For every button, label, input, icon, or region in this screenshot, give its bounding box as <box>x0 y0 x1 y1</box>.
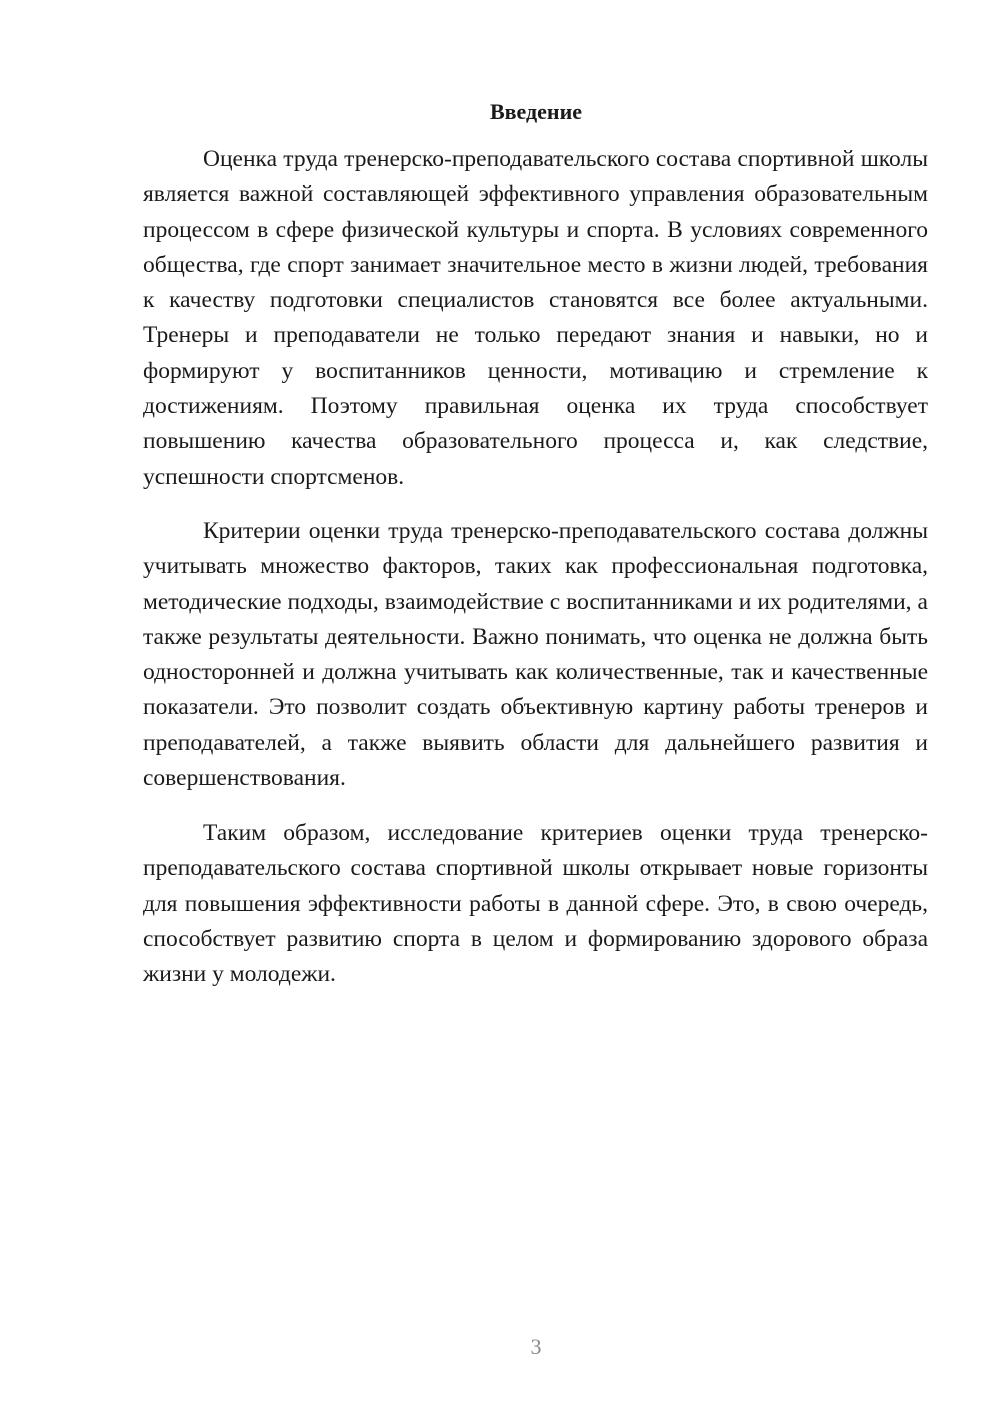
page-title: Введение <box>489 99 583 124</box>
page-number: 3 <box>530 1334 542 1359</box>
paragraph-conclusion: Таким образом, исследование критериев оценки труда тренерско-преподавательского состава спортивной школы открывает новые горизонты для повышения эффективности работы в данной сфере. Это, в свою очередь, способствует развитию спорта в целом и формированию здорового образа жизни у молодежи. <box>143 820 928 988</box>
paragraph-intro: Оценка труда тренерско-преподавательского состава спортивной школы является важной составляющей эффективного управления образовательным процессом в сфере физической культуры и спорта. В условиях современного общества, где спорт занимает значительное место в жизни людей, требования к качеству подготовки специалистов становятся все более актуальными. Тренеры и преподаватели не только передают знания и навыки, но и формируют у воспитанников ценности, мотивацию и стремление к достижениям. Поэтому правильная оценка их труда способствует повышению качества образовательного процесса и, как следствие, успешности спортсменов. <box>143 146 928 490</box>
paragraph-criteria: Критерии оценки труда тренерско-преподавательского состава должны учитывать множество факторов, таких как профессиональная подготовка, методические подходы, взаимодействие с воспитанниками и их родителями, а также результаты деятельности. Важно понимать, что оценка не должна быть односторонней и должна учитывать как количественные, так и качественные показатели. Это позволит создать объективную картину работы тренеров и преподавателей, а также выявить области для дальнейшего развития и совершенствования. <box>143 518 928 792</box>
